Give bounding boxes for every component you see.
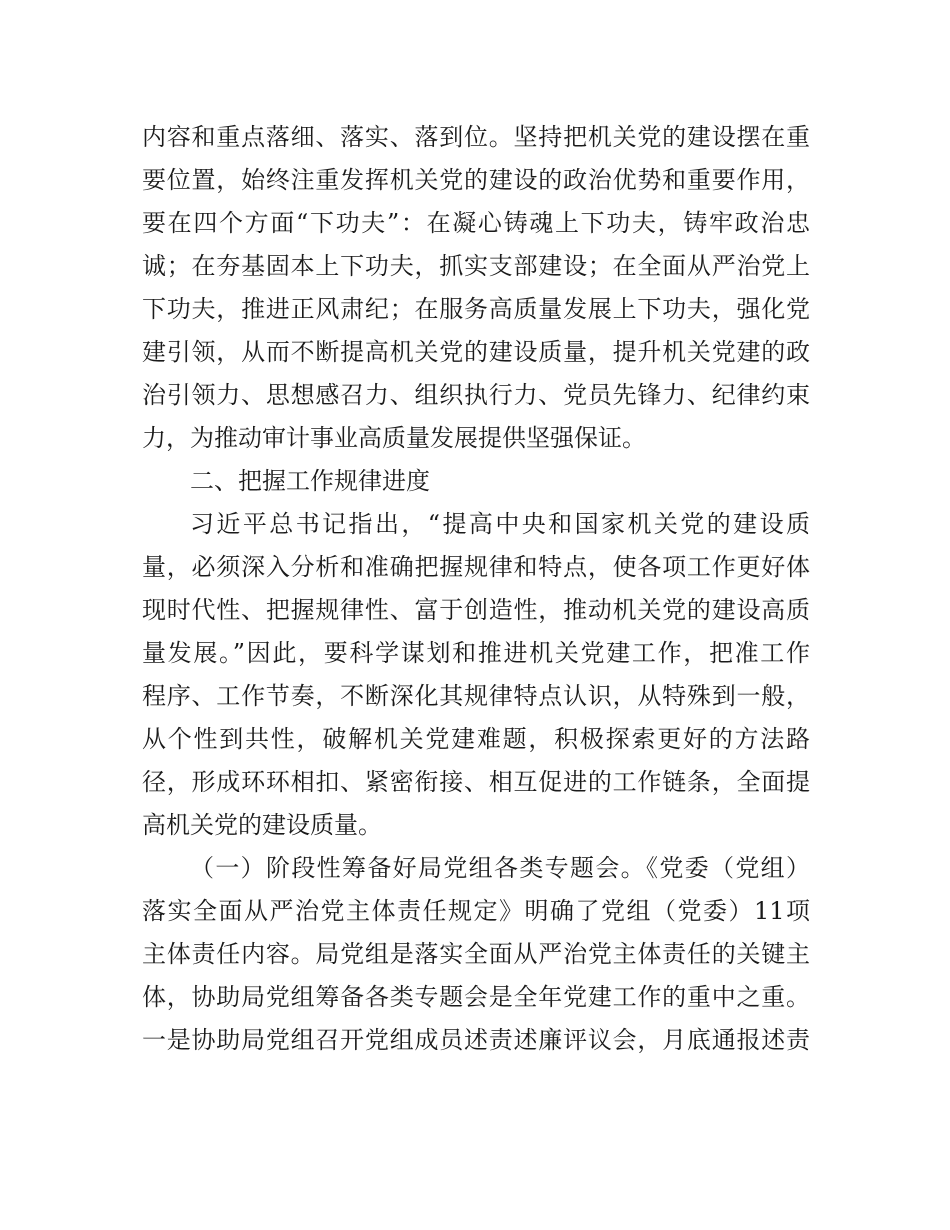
text-line: 径，形成环环相扣、紧密衔接、相互促进的工作链条，全面提 — [142, 768, 810, 796]
paragraph-3 — [142, 847, 810, 1062]
section-heading — [142, 460, 810, 503]
text-line: 程序、工作节奏，不断深化其规律特点认识，从特殊到一般， — [142, 682, 810, 710]
text-line: 量发展。”因此，要科学谋划和推进机关党建工作，把准工作 — [142, 639, 810, 667]
text-line: 要在四个方面“下功夫”：在凝心铸魂上下功夫，铸牢政治忠 — [142, 209, 810, 237]
text-line: 要位置，始终注重发挥机关党的建设的政治优势和重要作用， — [142, 166, 810, 194]
paragraph-2 — [142, 503, 810, 847]
text-line: （一）阶段性筹备好局党组各类专题会。《党委（党组） — [190, 854, 810, 882]
text-line: 治引领力、思想感召力、组织执行力、党员先锋力、纪律约束 — [142, 381, 810, 409]
document-body — [142, 116, 810, 1062]
text-line: 习近平总书记指出，“提高中央和国家机关党的建设质 — [190, 510, 810, 538]
text-line: 主体责任内容。局党组是落实全面从严治党主体责任的关键主 — [142, 940, 810, 968]
paragraph-1 — [142, 116, 810, 460]
text-line: 建引领，从而不断提高机关党的建设质量，提升机关党建的政 — [142, 338, 810, 366]
text-line: 落实全面从严治党主体责任规定》明确了党组（党委）11项 — [142, 897, 810, 925]
text-line: 体，协助局党组筹备各类专题会是全年党建工作的重中之重。 — [142, 983, 810, 1011]
heading-line: 二、把握工作规律进度 — [190, 467, 430, 495]
text-line: 力，为推动审计事业高质量发展提供坚强保证。 — [142, 424, 646, 452]
text-line: 内容和重点落细、落实、落到位。坚持把机关党的建设摆在重 — [142, 123, 810, 151]
text-line: 高机关党的建设质量。 — [142, 811, 382, 839]
text-line: 一是协助局党组召开党组成员述责述廉评议会，月底通报述责 — [142, 1026, 810, 1054]
text-line: 从个性到共性，破解机关党建难题，积极探索更好的方法路 — [142, 725, 810, 753]
text-line: 诚；在夯基固本上下功夫，抓实支部建设；在全面从严治党上 — [142, 252, 810, 280]
text-line: 量，必须深入分析和准确把握规律和特点，使各项工作更好体 — [142, 553, 810, 581]
text-line: 下功夫，推进正风肃纪；在服务高质量发展上下功夫，强化党 — [142, 295, 810, 323]
text-line: 现时代性、把握规律性、富于创造性，推动机关党的建设高质 — [142, 596, 810, 624]
